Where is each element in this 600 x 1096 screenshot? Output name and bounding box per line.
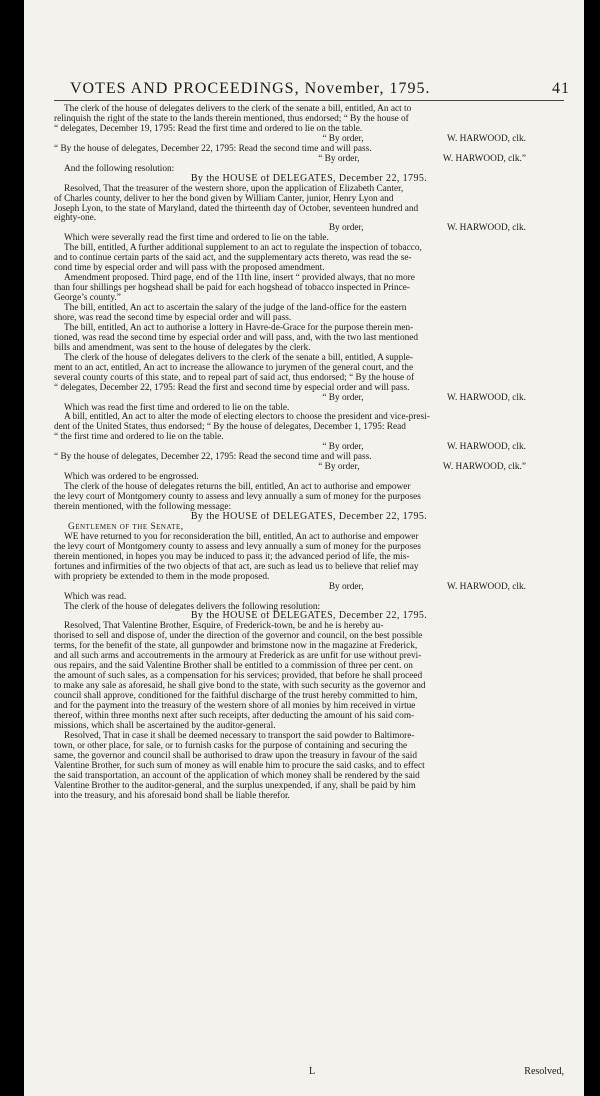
text-line: By order, W. HARWOOD, clk. (328, 581, 526, 592)
text-line: ment to an act, entitled, An act to increase the allowance to jurymen of the general court, and the (54, 362, 414, 373)
text-line: Resolved, That the treasurer of the western shore, upon the application of Elizabeth Canter, (64, 183, 404, 194)
page-number: 41 (552, 80, 570, 97)
text-line: Which were severally read the first time and ordered to lie on the table. (64, 233, 329, 244)
text-line: eighty-one. (54, 213, 97, 224)
text-line: town, or other place, for sale, or to furnish casks for the purpose of containing and securing the (54, 740, 408, 751)
text-line: The clerk of the house of delegates delivers to the clerk of the senate a bill, entitled, An act to (64, 104, 412, 114)
text-line: cond time by especial order and will pass with the proposed amendment. (54, 263, 325, 274)
text-line: into the treasury, and his aforesaid bond shall be liable therefor. (54, 790, 290, 801)
text-line: “ By order, W. HARWOOD, clk.” (318, 462, 526, 473)
signature-mark: L (309, 1066, 316, 1077)
text-line: And the following resolution: (64, 163, 175, 174)
text-line: By order, W. HARWOOD, clk. (328, 223, 526, 234)
text-line: The clerk of the house of delegates delivers to the clerk of the senate a bill, entitled, A supple- (64, 352, 414, 363)
text-line: fortunes and infirmities of the two objects of that act, are such as lead us to believe that relief may (54, 561, 419, 572)
text-line: Gentlemen of the Senate, (68, 521, 184, 532)
text-line: with propriety be extended to them in the mode proposed. (54, 571, 270, 582)
text-line: therein mentioned, with the following message: (54, 502, 232, 512)
text-line: Which was ordered to be engrossed. (64, 472, 199, 483)
text-line: several county courts of this state, and to repeal part of said act, thus endorsed; “ By the house of (54, 372, 415, 383)
document-page (24, 0, 584, 1096)
text-line: Resolved, That in case it shall be deemed necessary to transport the said powder to Baltimore- (64, 730, 415, 741)
text-line: By the HOUSE of DELEGATES, December 22, 1795. (190, 173, 428, 184)
text-line: therein mentioned, in hopes you may be induced to pass it; the advanced period of life, the mis- (54, 551, 410, 562)
text-line: and all such arms and accoutrements in the armoury at Frederick as are unfit for use without previ- (54, 651, 422, 662)
text-line: “ By order, W. HARWOOD, clk. (322, 133, 526, 144)
text-line: the amount of such sales, as a compensation for his services; provided, that before he shall proceed (54, 671, 423, 682)
text-line: to make any sale as aforesaid, he shall give bond to the state, with such security as the governor and (54, 681, 426, 692)
text-line: “ By order, W. HARWOOD, clk. (322, 392, 526, 403)
text-line: ous repairs, and the said Valentine Brother shall be entitled to a commission of three per cent. on (54, 661, 413, 672)
catchword: Resolved, (524, 1066, 564, 1077)
text-line: Joseph Lyon, to the state of Maryland, dated the thirteenth day of October, seventeen hundred and (54, 203, 419, 214)
text-line: “ delegates, December 19, 1795: Read the first time and ordered to lie on the table. (54, 123, 363, 134)
text-line: relinquish the right of the state to the lands therein mentioned, thus endorsed; “ By the house of (54, 113, 409, 124)
text-line: The clerk of the house of delegates returns the bill, entitled, An act to authorise and empower (64, 482, 411, 493)
text-line: By the HOUSE of DELEGATES, December 22, 1795. (190, 511, 428, 522)
text-line: same, the governor and council shall be authorised to draw upon the treasury in favour of the said (54, 750, 417, 761)
text-line: The clerk of the house of delegates delivers the following resolution: (64, 601, 321, 612)
text-line: and for the payment into the treasury of the western shore of all monies by him received in virtue (54, 701, 416, 711)
text-line: “ delegates, December 22, 1795: Read the first and second time by especial order and will pass. (54, 382, 410, 393)
text-line: terms, for the benefit of the state, all gunpowder and brimstone now in the magazine at Frederick, (54, 641, 418, 652)
text-line: tioned, was read the second time by especial order and will pass, and, with the two last mentioned (54, 332, 419, 343)
text-line: the said transportation, an account of the application of which money shall be rendered by the said (54, 770, 420, 781)
running-head-title: VOTES AND PROCEEDINGS, November, 1795. (70, 80, 431, 97)
text-line: the levy court of Montgomery county to assess and levy annually a sum of money for the purposes (54, 541, 421, 552)
text-line: Valentine Brother to the auditor-general, and the surplus unexpended, if any, shall be paid by him (54, 780, 416, 791)
text-line: “ By the house of delegates, December 22, 1795: Read the second time and will pass. (54, 452, 372, 463)
text-line: the levy court of Montgomery county to assess and levy annually a sum of money for the purposes (54, 492, 421, 503)
text-line: shore, was read the second time by especial order and will pass. (54, 312, 292, 323)
text-line: than four shillings per hogshead shall be paid for each hogshead of tobacco inspected in Prince- (54, 283, 411, 294)
text-line: dent of the United States, thus endorsed; “ By the house of delegates, December 1, 1795: Read (54, 422, 406, 433)
running-head (70, 80, 570, 98)
text-line: WE have returned to you for reconsideration the bill, entitled, An act to authorise and empower (64, 531, 419, 542)
head-rule (54, 100, 564, 101)
text-line: Resolved, That Valentine Brother, Esquire, of Frederick-town, be and he is hereby au- (64, 621, 384, 632)
text-line: thorised to sell and dispose of, under the direction of the governor and council, on the best possible (54, 631, 423, 642)
text-line: “ By order, W. HARWOOD, clk. (322, 442, 526, 453)
text-line: George’s county.” (54, 293, 121, 304)
text-line: and to continue certain parts of the said act, and the supplementary acts thereto, was read the se- (54, 253, 412, 264)
text-line: The bill, entitled, An act to authorise a lottery in Havre-de-Grace for the purpose therein men- (64, 322, 414, 333)
text-line: Which was read the first time and ordered to lie on the table. (64, 402, 290, 413)
text-line: bills and amendment, was sent to the house of delegates by the clerk. (54, 342, 311, 353)
text-line: “ By the house of delegates, December 22, 1795: Read the second time and will pass. (54, 143, 372, 154)
text-line: missions, which shall be ascertained by the auditor-general. (54, 720, 276, 731)
text-line: “ By order, W. HARWOOD, clk.” (318, 153, 526, 164)
text-line: council shall approve, conditioned for the faithful discharge of the trust hereby committed to him, (54, 691, 418, 702)
text-line: “ the first time and ordered to lie on the table. (54, 432, 224, 443)
text-line: A bill, entitled, An act to alter the mode of electing electors to choose the president and vice-presi- (64, 412, 430, 423)
text-line: The bill, entitled, A further additional supplement to an act to regulate the inspection of tobacco, (64, 243, 422, 254)
text-line: The bill, entitled, An act to ascertain the salary of the judge of the land-office for the eastern (64, 303, 407, 313)
text-line: Valentine Brother, for such sum of money as will enable him to procure the said casks, and to effect (54, 760, 425, 771)
text-line: Which was read. (64, 591, 127, 602)
text-line: of Charles county, deliver to her the bond given by William Canter, junior, Henry Lyon and (54, 193, 394, 204)
text-line: Amendment proposed. Third page, end of the 11th line, insert “ provided always, that no more (64, 273, 415, 284)
text-line: thereof, within three months next after such receipts, after deducting the amount of his said com- (54, 710, 415, 721)
text-line: By the HOUSE of DELEGATES, December 22, 1795. (190, 611, 428, 622)
